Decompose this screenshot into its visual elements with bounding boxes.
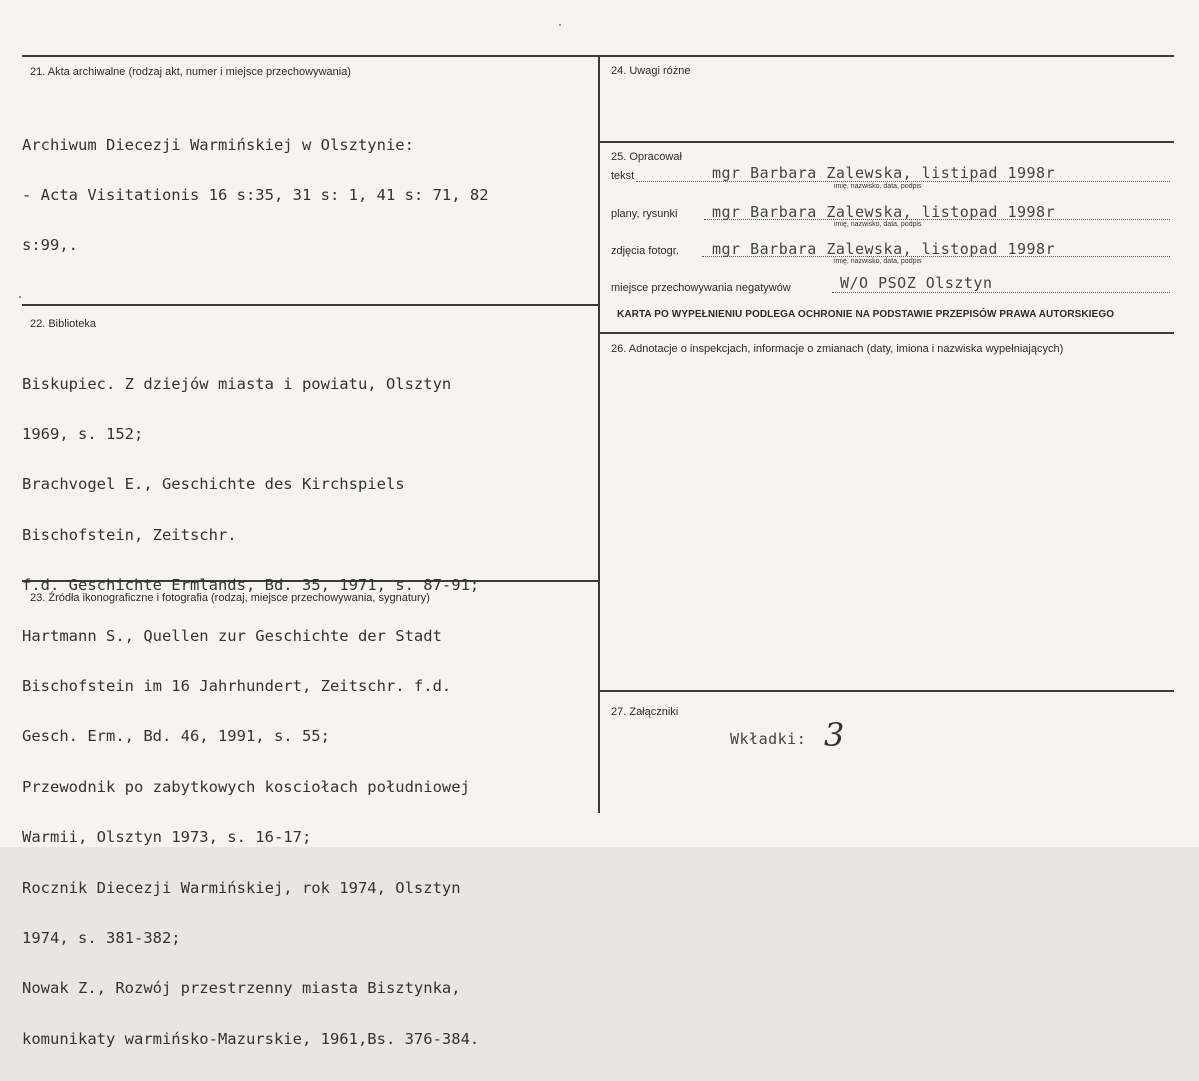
plany-value: mgr Barbara Zalewska, listopad 1998r (712, 203, 1056, 221)
tekst-value: mgr Barbara Zalewska, listipad 1998r (712, 164, 1056, 182)
bibliography-line: Przewodnik po zabytkowych kosciołach południowej (22, 777, 470, 796)
wkladki-label: Wkładki: (730, 730, 807, 748)
section-21-label: 21. Akta archiwalne (rodzaj akt, numer i miejsce przechowywania) (30, 66, 351, 78)
tekst-hint: imię, nazwisko, data, podpis (834, 183, 922, 190)
miejsce-dotted-line (832, 292, 1170, 293)
section-27-label: 27. Załączniki (611, 706, 679, 718)
bibliography-line: Bischofstein, Zeitschr. (22, 525, 237, 544)
miejsce-value: W/O PSOZ Olsztyn (840, 274, 993, 292)
bibliography-line: Bischofstein im 16 Jahrhundert, Zeitschr. f.d. (22, 676, 452, 695)
bibliography-line: komunikaty warmińsko-Mazurskie, 1961,Bs. 376-384. (22, 1029, 480, 1048)
bibliography-line: Brachvogel E., Geschichte des Kirchspiels (22, 475, 405, 494)
divider-25-26 (599, 332, 1174, 334)
zdjecia-label: zdjęcia fotogr. (611, 245, 679, 257)
bibliography-line: 1974, s. 381-382; (22, 928, 181, 947)
copyright-notice: KARTA PO WYPEŁNIENIU PODLEGA OCHRONIE NA PODSTAWIE PRZEPISÓW PRAWA AUTORSKIEGO (617, 309, 1115, 320)
section-25-label: 25. Opracował (611, 151, 682, 163)
plany-hint: imię, nazwisko, data, podpis (834, 221, 922, 228)
bibliography-line: 1969, s. 152; (22, 424, 144, 443)
zdjecia-value: mgr Barbara Zalewska, listopad 1998r (712, 240, 1056, 258)
bibliography-line: Gesch. Erm., Bd. 46, 1991, s. 55; (22, 727, 330, 746)
wkladki-handwritten-value: 3 (824, 716, 845, 754)
section-23-label: 23. Źródła ikonograficzne i fotografia (rodzaj, miejsce przechowywania, sygnatury) (30, 592, 430, 604)
zdjecia-hint: imię, nazwisko, data, podpis (834, 258, 922, 265)
bibliography-line: Nowak Z., Rozwój przestrzenny miasta Bisztynka, (22, 979, 461, 998)
bibliography-line: Warmii, Olsztyn 1973, s. 16-17; (22, 828, 312, 847)
center-divider (598, 55, 600, 813)
bibliography-line: Rocznik Diecezji Warmińskiej, rok 1974, Olsztyn (22, 878, 461, 897)
archive-line: - Acta Visitationis 16 s:35, 31 s: 1, 41 s: 71, 82 (22, 185, 489, 204)
bibliography-line: f.d. Geschichte Ermlands, Bd. 35, 1971, s. 87-91; (22, 576, 480, 595)
paper-speck (19, 296, 21, 298)
archive-line: Archiwum Diecezji Warmińskiej w Olsztynie: (22, 135, 414, 154)
bibliography-line: Hartmann S., Quellen zur Geschichte der Stadt (22, 626, 442, 645)
divider-21-22 (22, 304, 599, 306)
section-22-text (22, 342, 479, 1081)
archive-line: s:99,. (22, 236, 78, 255)
section-26-label: 26. Adnotacje o inspekcjach, informacje o zmianach (daty, imiona i nazwiska wypełniających) (611, 343, 1064, 355)
section-22-label: 22. Biblioteka (30, 318, 97, 330)
divider-24-25 (599, 141, 1174, 143)
miejsce-label: miejsce przechowywania negatywów (611, 282, 791, 294)
divider-26-27 (599, 690, 1174, 692)
section-24-label: 24. Uwagi różne (611, 65, 691, 77)
plany-label: plany, rysunki (611, 208, 678, 220)
section-21-text (22, 103, 489, 288)
bibliography-line: Biskupiec. Z dziejów miasta i powiatu, Olsztyn (22, 374, 452, 393)
paper-speck (559, 24, 561, 26)
tekst-label: tekst (611, 170, 635, 182)
